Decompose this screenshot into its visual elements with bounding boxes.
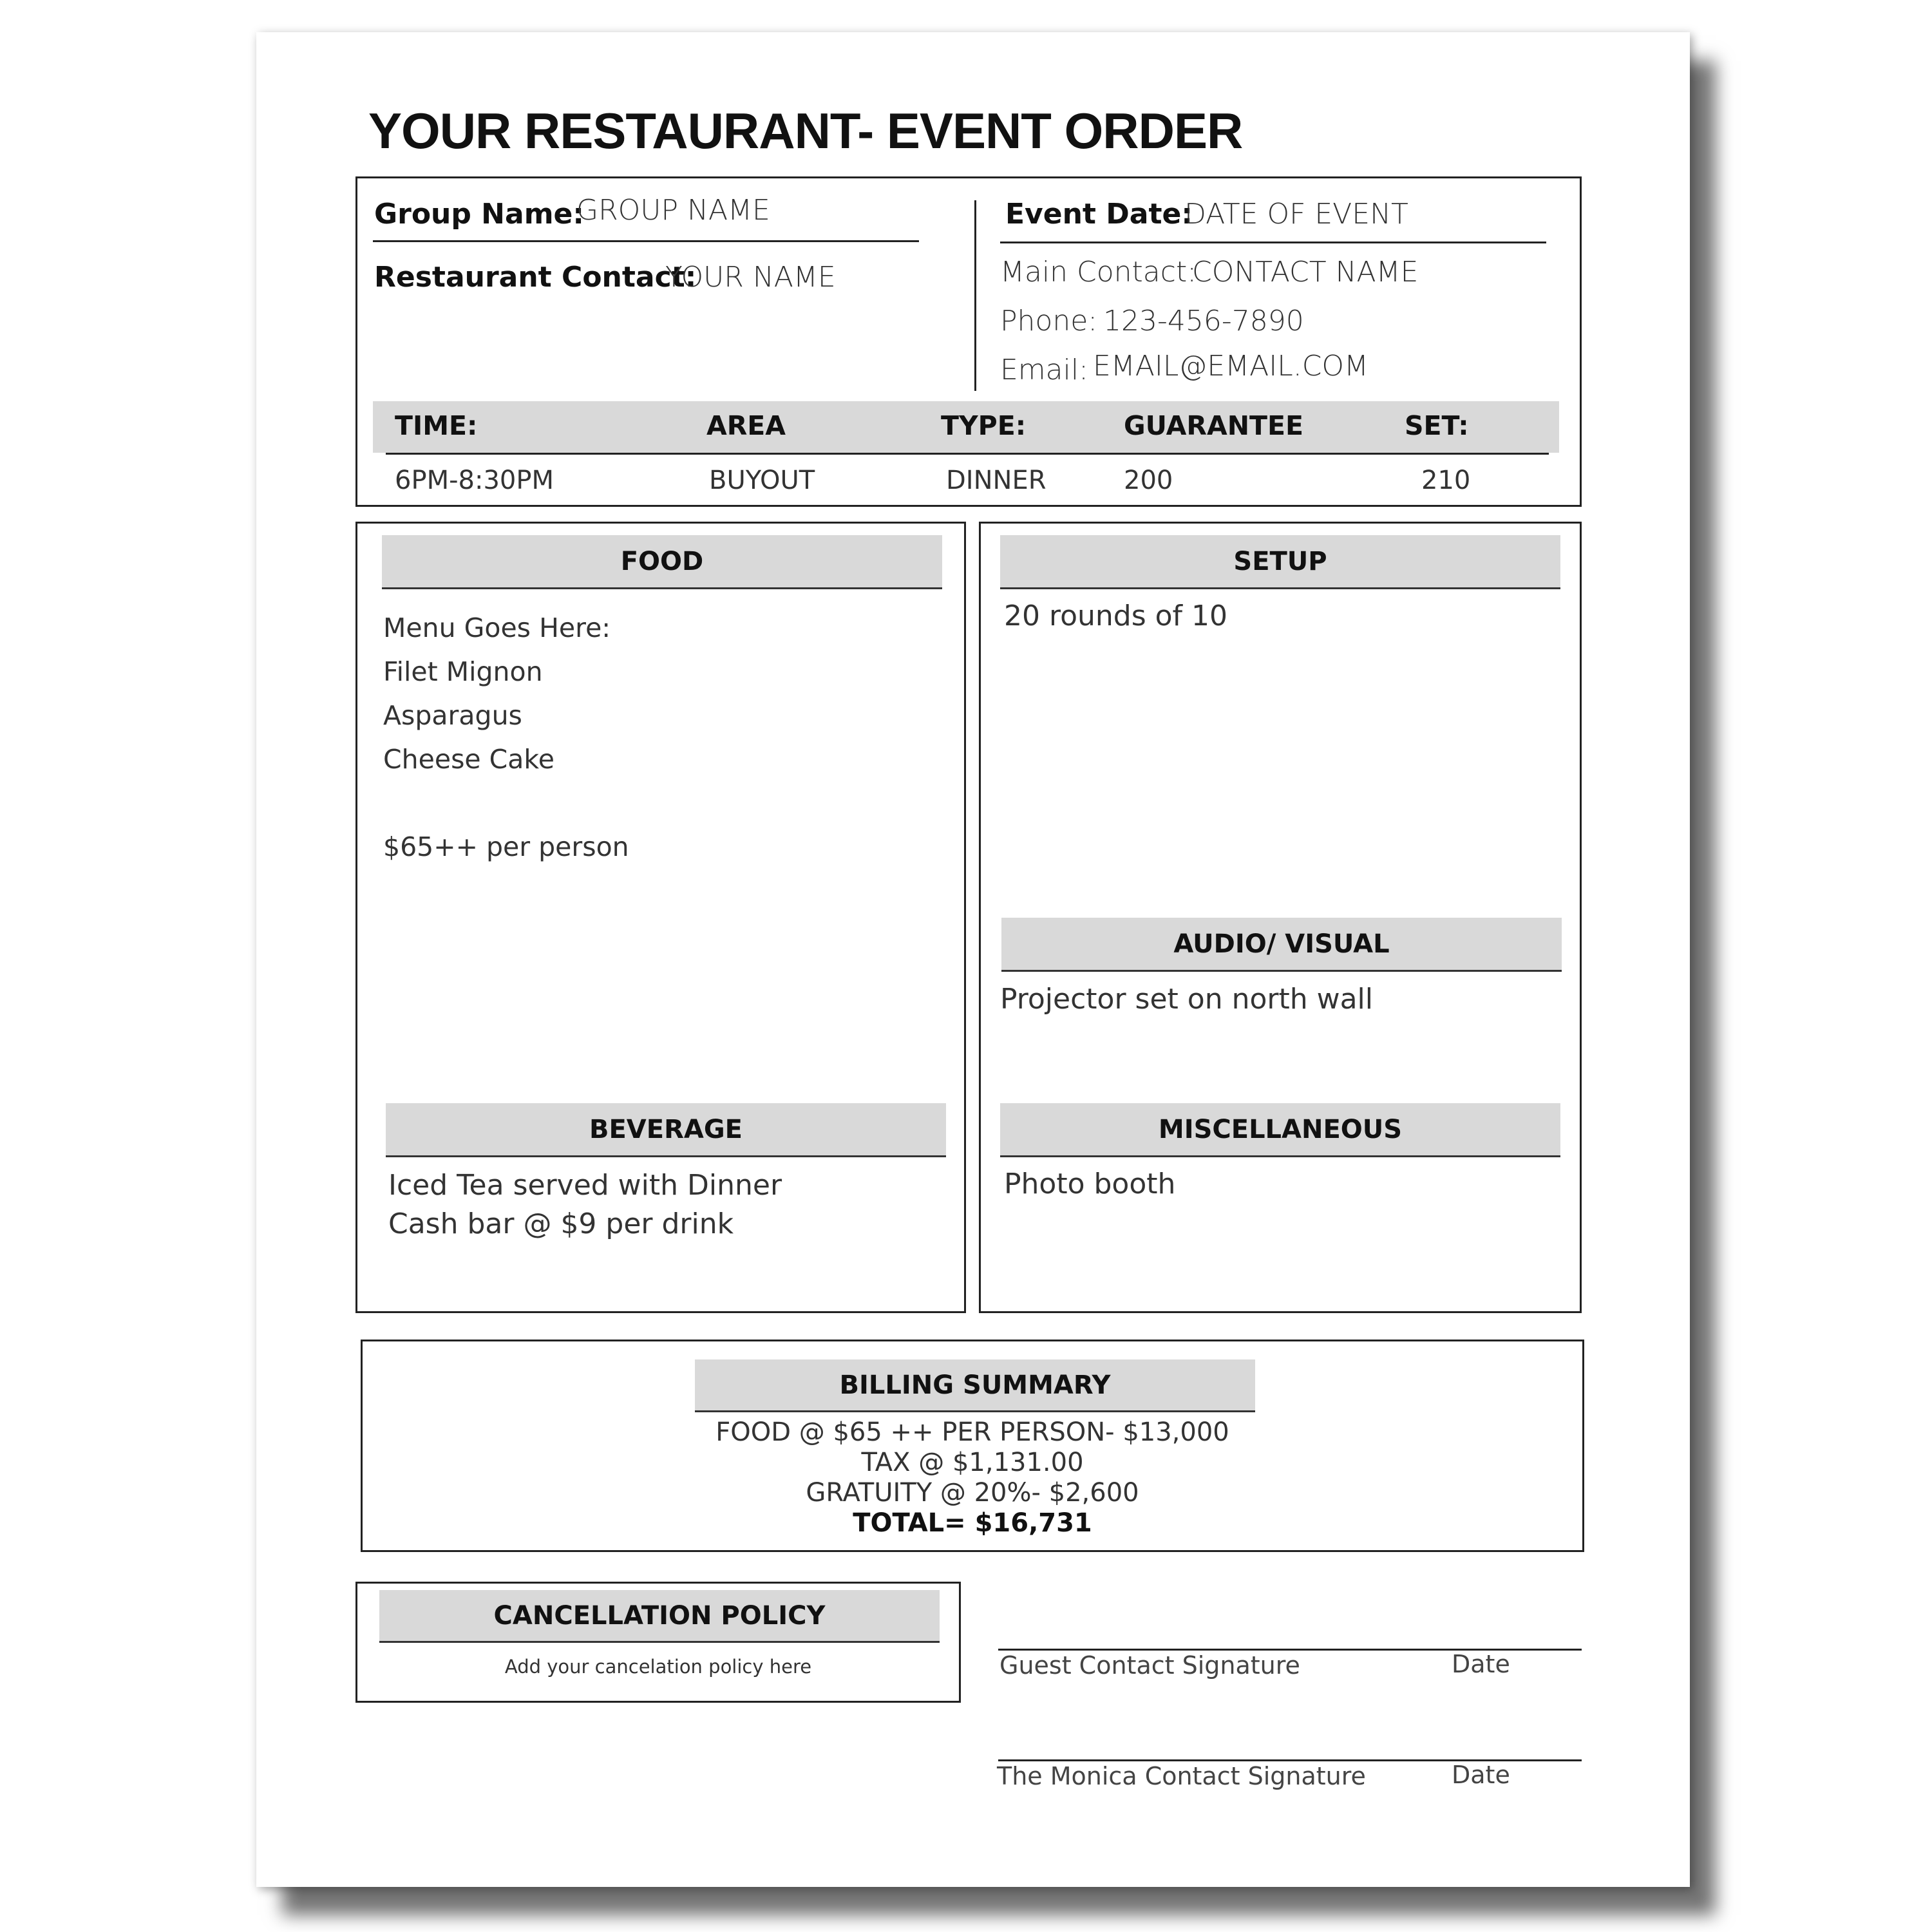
cancellation-text[interactable]: Add your cancelation policy here: [504, 1656, 812, 1678]
event-date-label: Event Date:: [1005, 198, 1193, 231]
guest-date-label: Date: [1452, 1650, 1510, 1678]
phone-label: Phone:: [1000, 305, 1098, 337]
food-line-4[interactable]: Cheese Cake: [383, 744, 554, 775]
col-header-time: TIME:: [395, 410, 478, 441]
cancellation-heading: CANCELLATION POLICY: [379, 1590, 940, 1643]
beverage-heading: BEVERAGE: [386, 1103, 946, 1157]
setup-text[interactable]: 20 rounds of 10: [1004, 600, 1228, 632]
billing-heading: BILLING SUMMARY: [695, 1359, 1255, 1412]
cell-area[interactable]: BUYOUT: [709, 466, 815, 495]
main-contact-value[interactable]: CONTACT NAME: [1192, 256, 1419, 289]
group-name-value[interactable]: GROUP NAME: [576, 194, 770, 227]
page-title: YOUR RESTAURANT- EVENT ORDER: [368, 102, 1243, 159]
event-order-page: [256, 32, 1690, 1887]
billing-food-line: FOOD @ $65 ++ PER PERSON- $13,000: [715, 1417, 1229, 1447]
beverage-line-2[interactable]: Cash bar @ $9 per drink: [388, 1208, 734, 1240]
group-name-underline: [373, 240, 919, 242]
food-beverage-box: [355, 522, 966, 1313]
main-contact-label: Main Contact:: [1000, 256, 1197, 289]
col-header-type: TYPE:: [941, 410, 1027, 441]
food-heading: FOOD: [382, 535, 942, 589]
audio-visual-heading: AUDIO/ VISUAL: [1001, 918, 1562, 972]
restaurant-contact-value[interactable]: YOUR NAME: [665, 261, 836, 294]
event-table-header-rule: [386, 453, 1549, 455]
event-date-value[interactable]: DATE OF EVENT: [1184, 198, 1408, 231]
col-header-set: SET:: [1405, 410, 1469, 441]
guest-signature-label: Guest Contact Signature: [999, 1651, 1300, 1680]
cancellation-policy-box: [355, 1582, 961, 1703]
food-line-2[interactable]: Filet Mignon: [383, 656, 543, 687]
setup-av-misc-box: [979, 522, 1582, 1313]
cell-type[interactable]: DINNER: [946, 466, 1046, 495]
monica-date-label: Date: [1452, 1761, 1510, 1789]
event-date-underline: [1000, 242, 1546, 243]
restaurant-contact-label: Restaurant Contact:: [374, 261, 697, 294]
header-divider: [974, 200, 976, 391]
misc-text[interactable]: Photo booth: [1004, 1168, 1176, 1200]
email-label: Email:: [1000, 354, 1088, 386]
food-line-3[interactable]: Asparagus: [383, 700, 522, 731]
col-header-area: AREA: [706, 410, 786, 441]
billing-tax-line: TAX @ $1,131.00: [861, 1448, 1084, 1477]
food-line-1[interactable]: Menu Goes Here:: [383, 612, 611, 643]
billing-gratuity-line: GRATUITY @ 20%- $2,600: [806, 1478, 1139, 1508]
food-price-line[interactable]: $65++ per person: [383, 831, 629, 862]
cell-set[interactable]: 210: [1421, 466, 1471, 495]
billing-summary-box: [361, 1340, 1584, 1552]
group-name-label: Group Name:: [374, 198, 584, 231]
misc-heading: MISCELLANEOUS: [1000, 1103, 1560, 1157]
billing-total-line: TOTAL= $16,731: [853, 1508, 1092, 1538]
email-value[interactable]: EMAIL@EMAIL.COM: [1093, 350, 1369, 383]
beverage-line-1[interactable]: Iced Tea served with Dinner: [388, 1169, 782, 1202]
cell-time[interactable]: 6PM-8:30PM: [395, 466, 554, 495]
event-info-box: [355, 176, 1582, 507]
audio-visual-text[interactable]: Projector set on north wall: [1000, 983, 1373, 1016]
billing-lines: [363, 1417, 1582, 1539]
setup-heading: SETUP: [1000, 535, 1560, 589]
cell-guarantee[interactable]: 200: [1124, 466, 1173, 495]
col-header-guarantee: GUARANTEE: [1124, 410, 1304, 441]
phone-value[interactable]: 123-456-7890: [1103, 305, 1304, 337]
monica-signature-label: The Monica Contact Signature: [997, 1762, 1366, 1790]
